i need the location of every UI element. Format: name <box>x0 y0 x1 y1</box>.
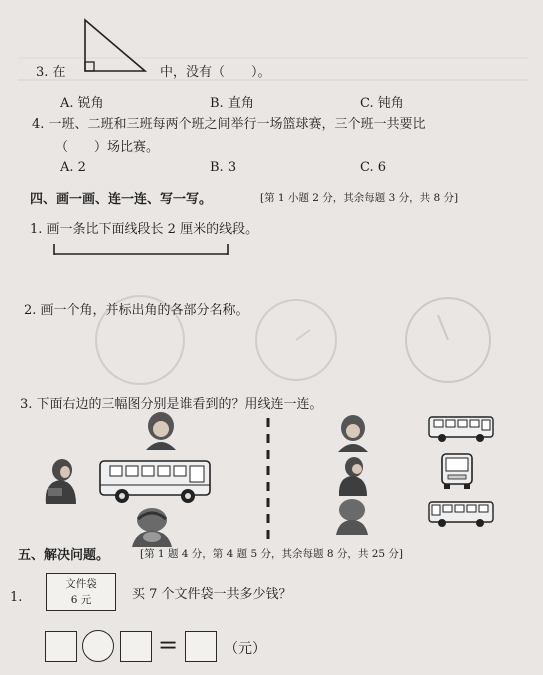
bus-side-view <box>98 459 214 505</box>
bus-view-front <box>440 452 474 490</box>
child-left-figure <box>42 458 80 504</box>
right-triangle-figure <box>82 18 148 74</box>
operator-circle[interactable] <box>82 630 114 662</box>
q4-line1: 4. 一班、二班和三班每两个班之间举行一场篮球赛，三个班一共要比 <box>32 117 426 132</box>
child-top-figure <box>140 410 182 450</box>
s5-q1-question: 买 7 个文件袋一共多少钱？ <box>132 587 292 602</box>
section4-note: [第 1 小题 2 分，其余每题 3 分，共 8 分] <box>260 192 459 204</box>
s4-q2: 2. 画一个角，并标出角的各部分名称。 <box>24 303 249 318</box>
q4-option-c: C. 6 <box>360 160 387 175</box>
s4-q3: 3. 下面右边的三幅图分别是谁看到的？用线连一连。 <box>20 397 323 412</box>
line-segment <box>52 240 232 256</box>
child-right-3 <box>332 497 372 535</box>
answer-box-2[interactable] <box>120 631 152 662</box>
bus-view-side-small <box>428 415 496 443</box>
child-bottom-figure <box>128 505 176 547</box>
answer-box-result[interactable] <box>185 631 217 662</box>
q3-number: 3. 在 <box>36 65 66 80</box>
q3-stem: 中，没有（ ）。 <box>160 65 271 80</box>
s4-q1: 1. 画一条比下面线段长 2 厘米的线段。 <box>30 222 259 237</box>
q4-option-a: A. 2 <box>60 160 86 175</box>
q3-option-c: C. 钝角 <box>360 96 404 111</box>
q4-line2: （ ）场比赛。 <box>55 140 160 155</box>
s5-q1-number: 1. <box>10 590 23 605</box>
section5-heading: 五、解决问题。 <box>18 548 110 563</box>
price-tag <box>46 573 116 611</box>
child-right-1 <box>333 412 373 452</box>
price-tag-item: 文件袋 <box>65 578 97 590</box>
answer-box-1[interactable] <box>45 631 77 662</box>
section5-note: [第 1 题 4 分，第 4 题 5 分，其余每题 8 分，共 25 分] <box>140 548 404 560</box>
section4-heading: 四、画一画、连一连、写一写。 <box>30 192 213 207</box>
price-tag-price: 6 元 <box>70 594 92 606</box>
dashed-divider <box>265 418 271 542</box>
unit-label: （元） <box>224 641 266 657</box>
q4-option-b: B. 3 <box>210 160 237 175</box>
equals-sign: = <box>158 631 179 659</box>
bus-view-side-other <box>428 500 496 530</box>
q3-option-a: A. 锐角 <box>60 96 104 111</box>
child-right-2 <box>336 456 370 496</box>
q3-option-b: B. 直角 <box>210 96 254 111</box>
